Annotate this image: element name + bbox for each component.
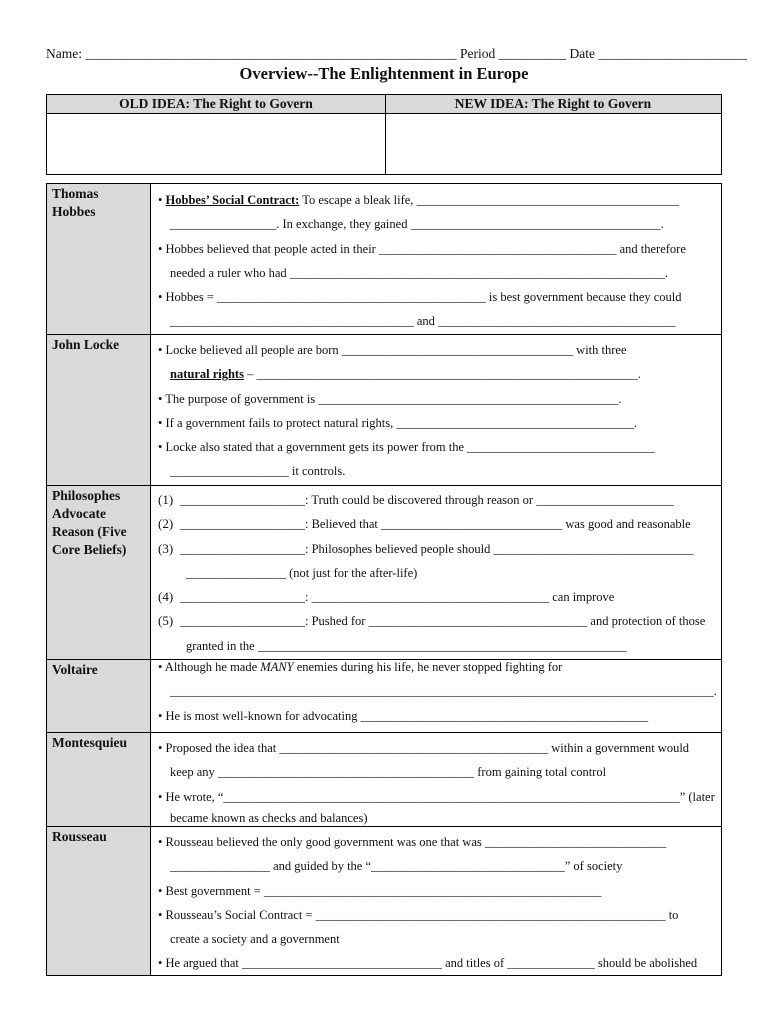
text-line: • Hobbes believed that people acted in their ______________________________________ and therefore (158, 241, 686, 256)
text-fragment: – _____________________________________________________________. (243, 367, 641, 382)
text-line: _________________. In exchange, they gained ________________________________________. (170, 217, 664, 232)
text-line: • Hobbes = ___________________________________________ is best government because they could (158, 290, 682, 305)
column-divider (385, 95, 386, 174)
page-title: Overview--The Enlightenment in Europe (239, 64, 529, 83)
row-content (152, 736, 721, 829)
text-line: • He argued that ________________________________ and titles of ______________ should be abolished (158, 956, 698, 971)
row-philosophes (47, 486, 721, 660)
text-line: • Rousseau’s Social Contract = ________________________________________________________ to (158, 907, 679, 922)
row-content (152, 830, 721, 976)
text-line: • He is most well-known for advocating ______________________________________________ (158, 708, 649, 723)
text-fragment: ____________________: Believed that _____________________________ was good and reasonable (180, 517, 691, 532)
new-idea-header: NEW IDEA: The Right to Govern (385, 95, 721, 114)
text-line: ________________ and guided by the “_______________________________” of society (170, 859, 623, 874)
belief-number: (1) (158, 492, 174, 507)
text-line: • Proposed the idea that ___________________________________________ within a government would (158, 741, 690, 755)
row-voltaire (47, 660, 721, 733)
row-label: Rousseau (47, 827, 151, 975)
text-line: granted in the ___________________________________________________________ (186, 638, 627, 653)
row-label: Montesquieu (47, 733, 151, 826)
text-line (158, 188, 715, 212)
text-line: _______________________________________ and ______________________________________ (170, 314, 676, 329)
right-to-govern-table (46, 94, 722, 175)
row-hobbes (47, 184, 721, 335)
text-line (158, 655, 715, 679)
text-fragment: • Although he made (158, 660, 261, 674)
belief-3 (158, 537, 715, 561)
belief-1 (158, 488, 715, 512)
text-line: • Best government = ______________________________________________________ (158, 883, 602, 898)
text-line: became known as checks and balances) (170, 810, 368, 825)
text-fragment: ____________________: ______________________________________ can improve (180, 590, 615, 605)
thinkers-table (46, 183, 722, 976)
belief-4 (158, 585, 715, 609)
text-line: • Rousseau believed the only good government was one that was _____________________________ (158, 835, 667, 849)
text-line: ________________ (not just for the after-life) (186, 565, 418, 580)
text-line: • If a government fails to protect natural rights, ______________________________________. (158, 415, 637, 430)
text-fragment: To escape a bleak life, __________________________________________ (299, 193, 680, 207)
old-idea-header: OLD IDEA: The Right to Govern (47, 95, 385, 114)
text-line: _______________________________________________________________________________________. (170, 684, 717, 699)
row-label: Philosophes Advocate Reason (Five Core Beliefs) (47, 486, 151, 659)
text-fragment: ____________________: Pushed for ___________________________________ and protection of those (180, 614, 706, 629)
row-content (152, 188, 721, 334)
belief-number: (3) (158, 540, 174, 556)
row-rousseau (47, 827, 721, 975)
text-line: keep any _________________________________________ from gaining total control (170, 765, 607, 780)
text-line: • Locke believed all people are born _____________________________________ with three (158, 343, 627, 357)
row-content (152, 488, 721, 658)
emphasis: MANY (260, 660, 294, 674)
belief-5 (158, 609, 715, 633)
text-line: • He wrote, “_________________________________________________________________________” (later (158, 789, 715, 804)
belief-number: (2) (158, 516, 174, 532)
row-content (152, 655, 721, 728)
text-fragment: ____________________: Truth could be discovered through reason or ______________________ (180, 493, 674, 507)
row-label: John Locke (47, 335, 151, 485)
text-line: ___________________ it controls. (170, 464, 346, 479)
text-fragment: enemies during his life, he never stopped fighting for (293, 660, 563, 674)
text-line: • Locke also stated that a government gets its power from the ______________________________ (158, 440, 655, 455)
row-locke (47, 335, 721, 486)
name-period-date-line: Name: _______________________________________________________ Period __________ Date ______________________ (46, 46, 747, 61)
row-label: Thomas Hobbes (47, 184, 151, 334)
underlined-term: Hobbes’ Social Contract: (165, 193, 300, 207)
text-line (158, 362, 715, 386)
text-line: needed a ruler who had ____________________________________________________________. (170, 265, 668, 280)
row-label: Voltaire (47, 660, 151, 732)
belief-number: (4) (158, 589, 174, 605)
text-fragment: ____________________: Philosophes believed people should ________________________________ (180, 541, 694, 556)
row-montesquieu (47, 733, 721, 827)
bullet: • (158, 193, 166, 207)
underlined-term: natural rights (170, 367, 244, 382)
belief-2 (158, 512, 715, 536)
text-line: • The purpose of government is ________________________________________________. (158, 391, 622, 406)
belief-number: (5) (158, 613, 174, 629)
row-content (152, 338, 721, 484)
text-line: create a society and a government (170, 932, 340, 947)
